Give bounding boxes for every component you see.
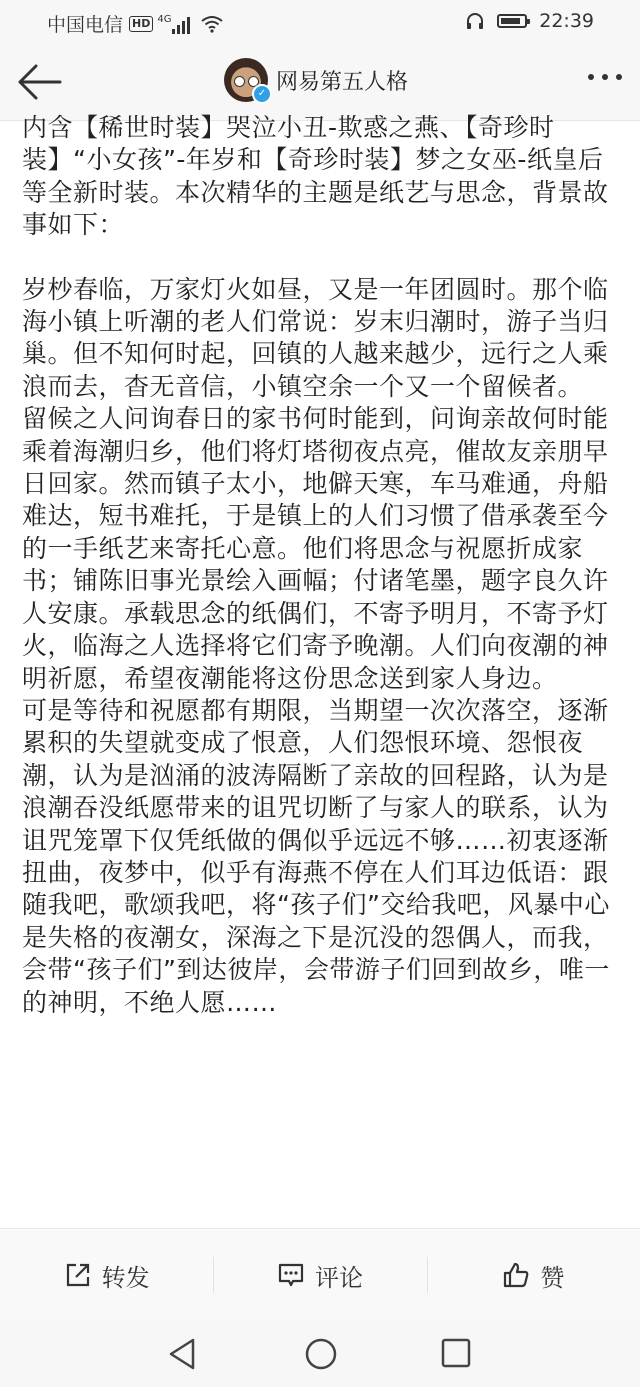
comment-button[interactable]	[213, 1229, 426, 1321]
account-title[interactable]	[224, 58, 408, 102]
thumbs-up-icon	[502, 1261, 530, 1289]
comment-icon	[277, 1261, 305, 1289]
arrow-left-icon	[16, 62, 64, 102]
like-button[interactable]	[427, 1229, 640, 1321]
headphones-icon	[465, 11, 485, 31]
article-body	[22, 112, 622, 1228]
article-paragraph: 内含【稀世时装】哭泣小丑-欺惑之燕、【奇珍时装】“小女孩”-年岁和【奇珍时装】梦之女巫-纸皇后等全新时装。本次精华的主题是纸艺与思念，背景故事如下：	[22, 113, 609, 240]
system-nav-bar	[0, 1320, 640, 1387]
repost-icon	[64, 1261, 92, 1289]
status-left	[47, 10, 224, 37]
nav-home-icon	[304, 1337, 338, 1371]
nav-home-button[interactable]	[304, 1337, 338, 1375]
action-bar	[0, 1228, 640, 1321]
article-paragraph: 岁杪春临，万家灯火如昼，又是一年团圆时。那个临海小镇上听潮的老人们常说：岁末归潮时，游子当归巢。但不知何时起，回镇的人越来越少，远行之人乘浪而去，杳无音信，小镇空余一个又一个留候者。	[22, 274, 609, 401]
more-dots-icon	[588, 74, 594, 80]
comment-label: 评论	[314, 1263, 363, 1292]
nav-recent-button[interactable]	[440, 1337, 472, 1373]
nav-back-icon	[167, 1337, 199, 1371]
hd-badge: HD	[129, 16, 153, 32]
battery-icon	[497, 14, 527, 28]
article-paragraph: 可是等待和祝愿都有期限，当期望一次次落空，逐渐累积的失望就变成了恨意，人们怨恨环境、怨恨夜潮，认为是汹涌的波涛隔断了亲故的回程路，认为是浪潮吞没纸愿带来的诅咒切断了与家人的联系，认为诅咒笼罩下仅凭纸做的偶似乎远远不够……初衷逐渐扭曲，夜梦中，似乎有海燕不停在人们耳边低语：跟随我吧，歌颂我吧，将“孩子们”交给我吧，风暴中心是失格的夜潮女，深海之下是沉没的怨偶人，而我，会带“孩子们”到达彼岸，会带游子们回到故乡，唯一的神明，不绝人愿……	[22, 695, 610, 1017]
status-right	[465, 10, 594, 32]
app-header	[0, 44, 640, 121]
wifi-icon	[200, 15, 224, 33]
back-button[interactable]	[16, 62, 64, 102]
network-type: 4G	[157, 13, 172, 25]
signal-icon	[157, 14, 190, 34]
page-title: 网易第五人格	[276, 69, 409, 95]
avatar[interactable]	[224, 58, 268, 102]
like-label: 赞	[540, 1263, 565, 1292]
article-paragraph: 留候之人问询春日的家书何时能到，问询亲故何时能乘着海潮归乡，他们将灯塔彻夜点亮，催故友亲朋早日回家。然而镇子太小，地僻天寒，车马难通，舟船难达，短书难托，于是镇上的人们习惯了借承袭至今的一手纸艺来寄托心意。他们将思念与祝愿折成家书；铺陈旧事光景绘入画幅；付诸笔墨，题字良久许人安康。承载思念的纸偶们，不寄予明月，不寄予灯火，临海之人选择将它们寄予晚潮。人们向夜潮的神明祈愿，希望夜潮能将这份思念送到家人身边。	[22, 404, 609, 693]
status-bar	[0, 0, 640, 44]
repost-button[interactable]	[0, 1229, 213, 1321]
nav-recent-icon	[440, 1337, 472, 1369]
repost-label: 转发	[101, 1263, 150, 1292]
nav-back-button[interactable]	[167, 1337, 199, 1375]
verified-badge-icon: ✓	[252, 84, 272, 104]
carrier-name: 中国电信	[47, 14, 124, 36]
clock: 22:39	[539, 10, 594, 32]
more-button[interactable]	[588, 74, 622, 80]
